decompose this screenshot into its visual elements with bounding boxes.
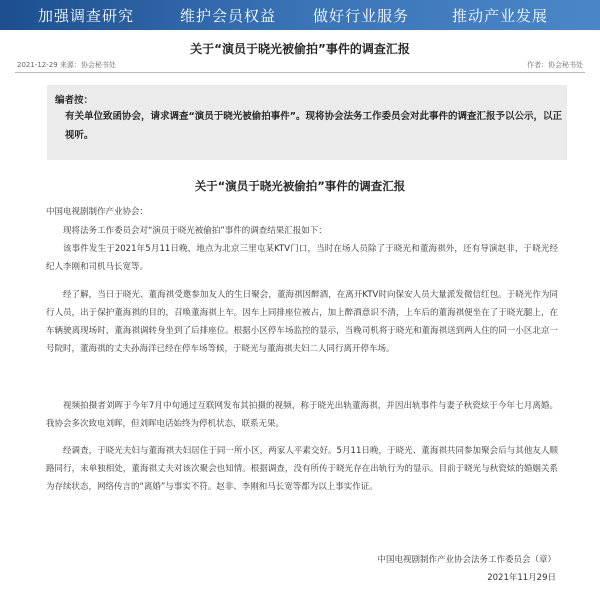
article-meta-source: 2021-12-29 来源：协会秘书处 bbox=[17, 61, 116, 69]
report-paragraph: 视频拍摄者刘晖于今年7月中旬通过互联网发布其拍摄的视频，称于晓光出轨董海祺，并因出轨事件与妻子秋瓷炫于今年七月离婚。我协会多次致电刘晖，但刘晖电话始终为停机状态，联系无果。 bbox=[46, 401, 558, 429]
report-salutation: 中国电视剧制作产业协会： bbox=[46, 207, 149, 217]
article-meta-author: 作者：协会秘书处 bbox=[527, 61, 583, 69]
editor-note-label: 编者按： bbox=[55, 95, 94, 106]
header-divider bbox=[15, 72, 585, 73]
banner-slogan: 做好行业服务 bbox=[313, 7, 410, 25]
report-date: 2021年11月29日 bbox=[487, 573, 556, 583]
report-paragraph: 经了解，当日于晓光、董海祺受邀参加友人的生日聚会，董海祺因醉酒，在离开KTV时向保安人员大量派发微信红包。于晓光作为同行人员，出于保护董海祺的目的，召唤董海祺上车。因车上同排座位被占，加上醉酒意识不清，上车后的董海祺便坐在了于晓光腿上，在车辆驶离现场时，董海祺调转身坐到了后排座位。根据小区停车场监控的显示，当晚司机将于晓光和董海祺送到两人住的同一小区北京一号院时，董海祺的丈夫孙海洋已经在停车场等候，于晓光与董海祺夫妇二人同行离开停车场。 bbox=[46, 290, 558, 354]
banner-slogan: 加强调查研究 bbox=[38, 7, 135, 25]
report-title: 关于“演员于晓光被偷拍”事件的调查汇报 bbox=[194, 179, 406, 193]
editor-note-text: 有关单位致函协会，请求调查“演员于晓光被偷拍事件”。现将协会法务工作委员会对此事件的调查汇报予以公示，以正视听。 bbox=[65, 111, 562, 141]
report-paragraph: 经调查，于晓光夫妇与董海祺夫妇居住于同一所小区，两家人平素交好。5月11日晚，于晓光、董海祺共同参加聚会后与其他友人顺路同行，未单独相处，董海祺丈夫对该次聚会也知情。根据调查，没有所传于晓光存在出轨行为的显示。目前于晓光与秋瓷炫的婚姻关系为存续状态，网络传言的“离婚”与事实不符。赵非、李刚和马长宽等都为以上事实作证。 bbox=[46, 446, 558, 492]
article-title: 关于“演员于晓光被偷拍”事件的调查汇报 bbox=[190, 42, 410, 56]
slogan-banner bbox=[0, 0, 600, 30]
report-paragraph: 该事件发生于2021年5月11日晚，地点为北京三里屯某KTV门口，当时在场人员除了于晓光和董海祺外，还有导演赵非，于晓光经纪人李刚和司机马长宽等。 bbox=[46, 244, 558, 272]
editor-note bbox=[47, 85, 567, 160]
report-paragraph: 现将法务工作委员会对“演员于晓光被偷拍”事件的调查结果汇报如下： bbox=[63, 226, 327, 236]
report-signature: 中国电视剧制作产业协会法务工作委员会（章） bbox=[377, 555, 556, 565]
banner-slogan: 推动产业发展 bbox=[452, 7, 549, 25]
banner-slogan: 维护会员权益 bbox=[180, 7, 277, 25]
